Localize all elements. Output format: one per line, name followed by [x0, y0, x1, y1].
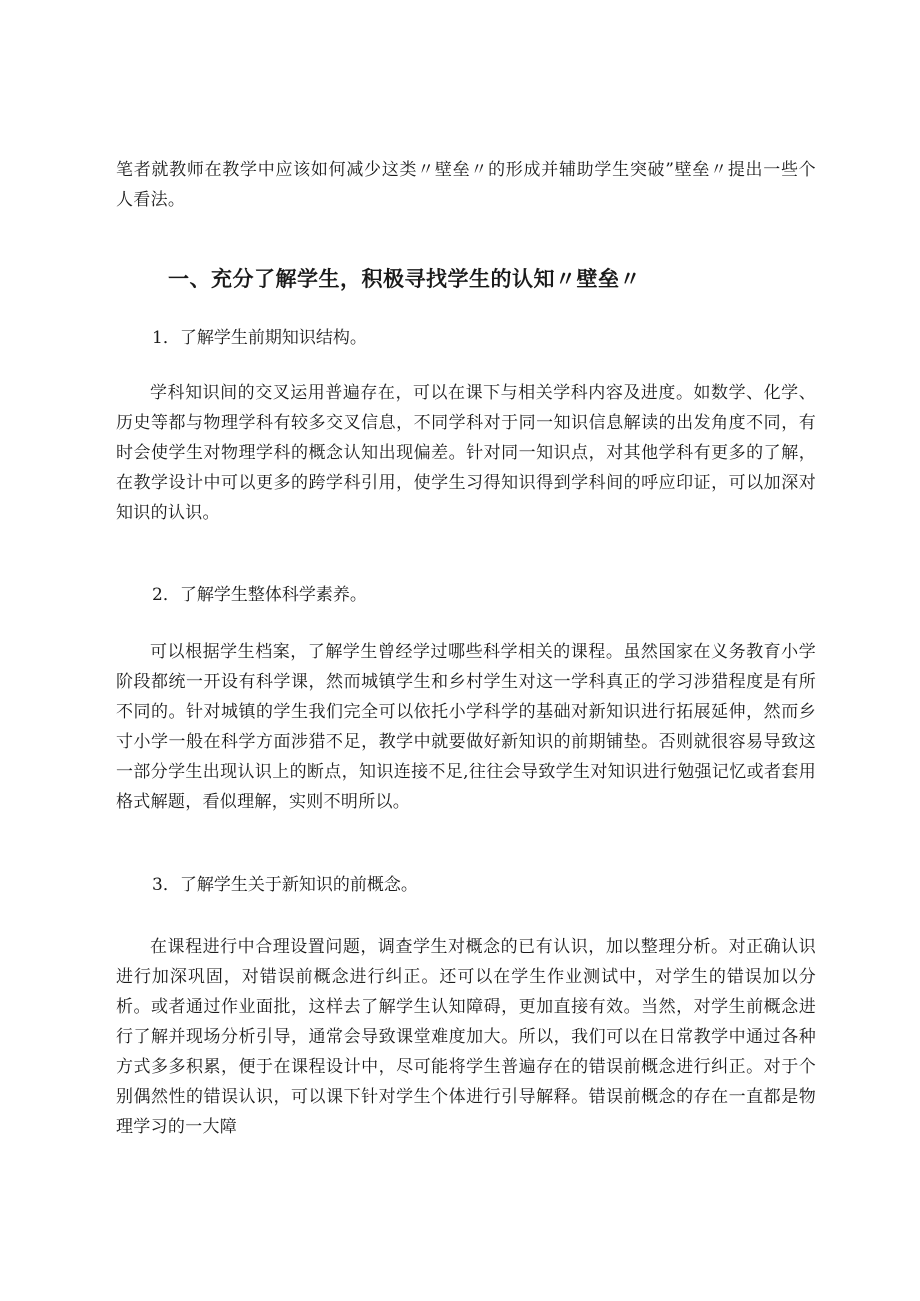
item-heading-2: 2．了解学生整体科学素养。 — [152, 585, 367, 605]
section-title: 一、充分了解学生，积极寻找学生的认知〃壁垒〃 — [168, 266, 641, 291]
item-body-1: 学科知识间的交叉运用普遍存在，可以在课下与相关学科内容及进度。如数学、化学、历史等都与物理学科有较多交叉信息，不同学科对于同一知识信息解读的出发角度不同，有时会使学生对物理学科的概念认知出现偏差。针对同一知识点，对其他学科有更多的了解，在教学设计中可以更多的跨学科引用，使学生习得知识得到学科间的呼应印证，可以加深对知识的认识。 — [116, 383, 816, 523]
intro-paragraph: 笔者就教师在教学中应该如何减少这类〃壁垒〃的形成并辅助学生突破”壁垒〃提出一些个人看法。 — [116, 160, 816, 210]
item-body-3: 在课程进行中合理设置问题，调查学生对概念的已有认识，加以整理分析。对正确认识进行加深巩固，对错误前概念进行纠正。还可以在学生作业测试中，对学生的错误加以分析。或者通过作业面批，这样去了解学生认知障碍，更加直接有效。当然，对学生前概念进行了解并现场分析引导，通常会导致课堂难度加大。所以，我们可以在日常教学中通过各种方式多多积累，便于在课程设计中，尽可能将学生普遍存在的错误前概念进行纠正。对于个别偶然性的错误认识，可以课下针对学生个体进行引导解释。错误前概念的存在一直都是物理学习的一大障 — [116, 937, 816, 1137]
item-heading-3: 3．了解学生关于新知识的前概念。 — [152, 875, 418, 895]
item-heading-1: 1．了解学生前期知识结构。 — [152, 328, 367, 348]
item-body-2: 可以根据学生档案，了解学生曾经学过哪些科学相关的课程。虽然国家在义务教育小学阶段都统一开设有科学课，然而城镇学生和乡村学生对这一学科真正的学习涉猎程度是有所不同的。针对城镇的学生我们完全可以依托小学科学的基础对新知识进行拓展延伸，然而乡寸小学一般在科学方面涉猎不足，教学中就要做好新知识的前期铺垫。否则就很容易导致这一部分学生出现认识上的断点，知识连接不足,往往会导致学生对知识进行勉强记忆或者套用格式解题，看似理解，实则不明所以。 — [116, 642, 816, 812]
